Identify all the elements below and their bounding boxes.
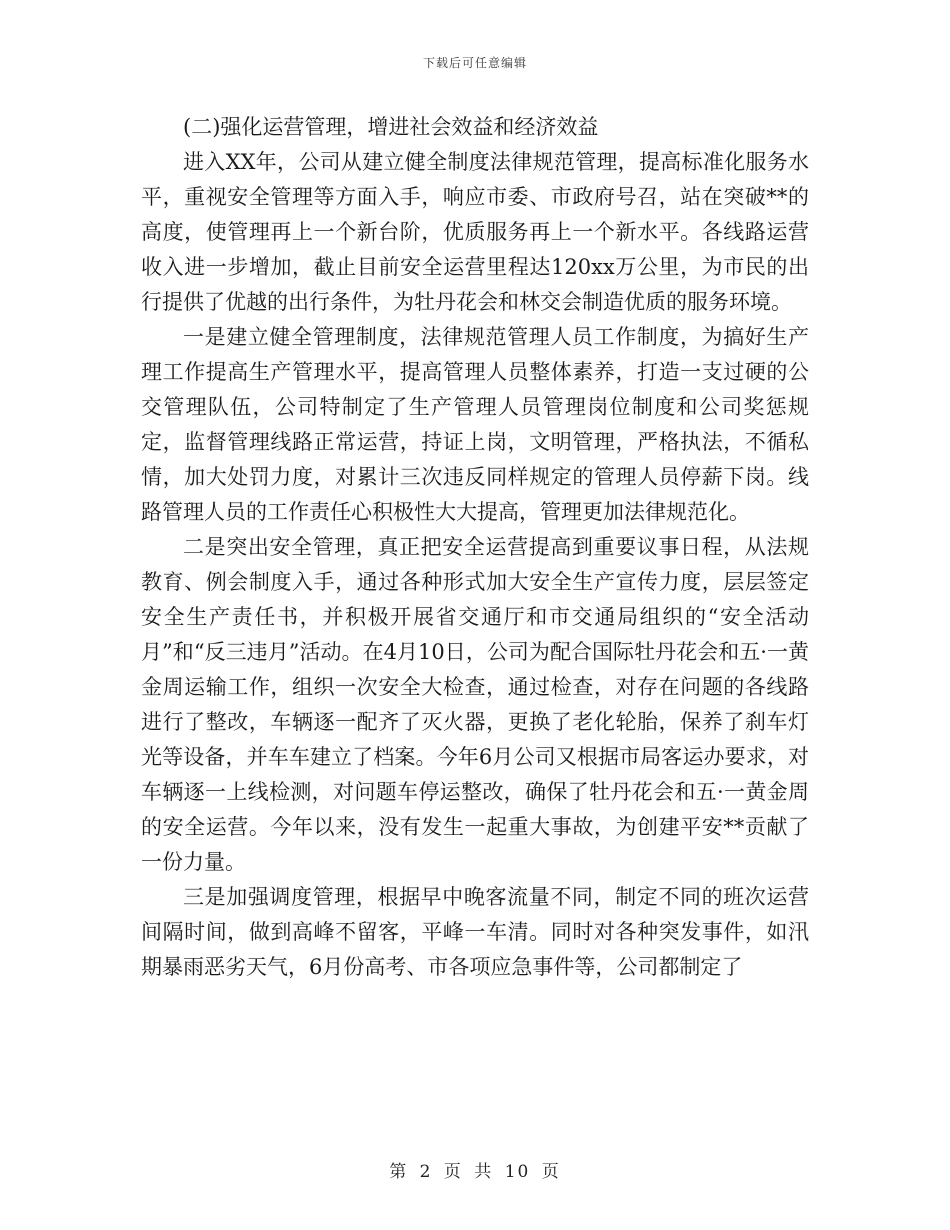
paragraph-safety-management: 二是突出安全管理，真正把安全运营提高到重要议事日程，从法规教育、例会制度入手，通过各种形式加大安全生产宣传力度，层层签定安全生产责任书，并积极开展省交通厅和市交通局组织的“安全活动月”和“反三违月”活动。在4月10日，公司为配合国际牡丹花会和五·一黄金周运输工作，组织一次安全大检查，通过检查，对存在问题的各线路进行了整改，车辆逐一配齐了灭火器，更换了老化轮胎，保养了刹车灯光等设备，并车车建立了档案。今年6月公司又根据市局客运办要求，对车辆逐一上线检测，对问题车停运整改，确保了牡丹花会和五·一黄金周的安全运营。今年以来，没有发生一起重大事故，为创建平安**贡献了一份力量。 [141, 535, 809, 874]
document-body [141, 110, 809, 985]
section-heading: (二)强化运营管理，增进社会效益和经济效益 [183, 115, 599, 139]
paragraph-management-system: 一是建立健全管理制度，法律规范管理人员工作制度，为搞好生产理工作提高生产管理水平，提高管理人员整体素养，打造一支过硬的公交管理队伍，公司特制定了生产管理人员管理岗位制度和公司奖惩规定，监督管理线路正常运营，持证上岗，文明管理，严格执法，不循私情，加大处罚力度，对累计三次违反同样规定的管理人员停薪下岗。线路管理人员的工作责任心积极性大大提高，管理更加法律规范化。 [141, 325, 809, 524]
page-footer: 第 2 页 共 10 页 [389, 1162, 561, 1182]
paragraph-dispatch-management: 三是加强调度管理，根据早中晚客流量不同，制定不同的班次运营间隔时间，做到高峰不留客，平峰一车清。同时对各种突发事件，如汛期暴雨恶劣天气，6月份高考、市各项应急事件等，公司都制定了 [141, 885, 809, 979]
page-header: 下载后可任意编辑 [422, 56, 527, 70]
paragraph-intro: 进入XX年，公司从建立健全制度法律规范管理，提高标准化服务水平，重视安全管理等方面入手，响应市委、市政府号召，站在突破**的高度，使管理再上一个新台阶，优质服务再上一个新水平。各线路运营收入进一步增加，截止目前安全运营里程达120xx万公里，为市民的出行提供了优越的出行条件，为牡丹花会和林交会制造优质的服务环境。 [141, 150, 809, 314]
